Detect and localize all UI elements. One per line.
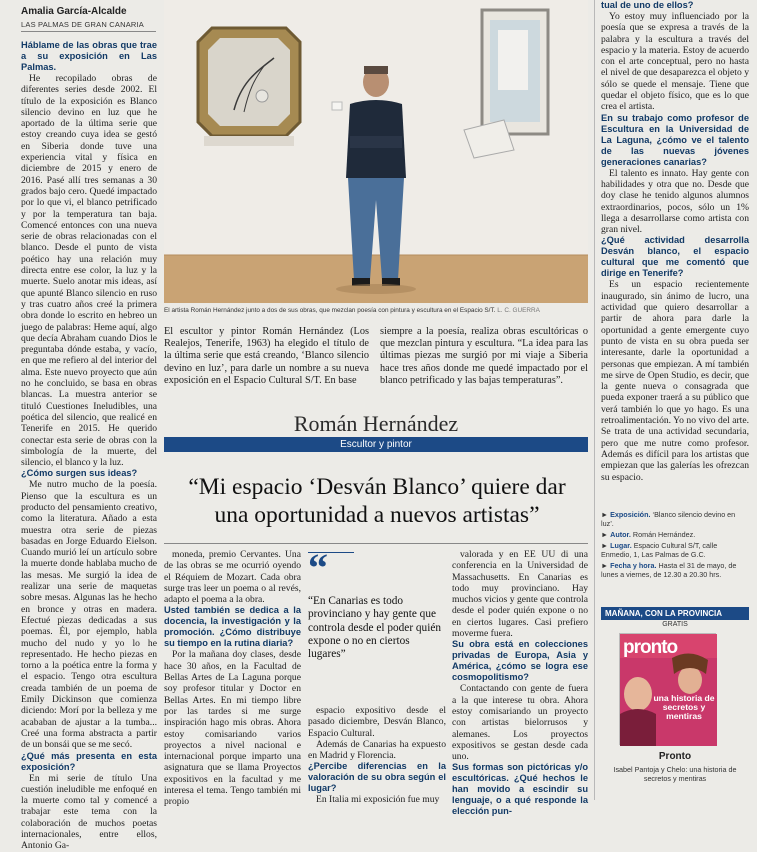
magazine-subtitle: Isabel Pantoja y Chelo: una historia de secretos y mentiras	[613, 765, 737, 783]
fact-label: Exposición.	[610, 510, 651, 519]
magazine-cover	[619, 633, 716, 745]
answer-paragraph: En Italia mi exposición fue muy	[316, 794, 440, 806]
mirror-artwork	[198, 28, 300, 146]
exhibition-facts	[601, 510, 749, 581]
answer-paragraph: Por la mañana doy clases, desde hace 30 años, en la Facultad de Bellas Artes de La Laguna porque soy profesor titular y Doctor en Bellas Artes. En mi tiempo libre por las tardes si me surge inspiración hago mis obras. Ahora estoy comisariando varios proyectos a nivel nacional e internacional porque imparto una asignatura que se llama Proyectos expositivos en la facultad y me interesa el tema. Tengo también mi propio	[164, 649, 301, 808]
question-paragraph: ¿Qué actividad desarrolla Desván blanco, el espacio cultural que me comentó que dirige en Tenerife?	[601, 235, 749, 279]
answer-paragraph: He recopilado obras de diferentes series desde 2002. El título de la exposición es Blanco silencio devino en luz que he aportado de la última serie que estoy creando cuya idea se gestó en Siberia donde tuve una experiencia vital y física en diciembre de 2015 y enero de 2016. Pasé allí tres semanas a 30 grados bajo cero. Quedé impactado por lo que vi, el blanco petrificado y por la temperatura tan baja. Comencé entonces con una nueva serie de obras relacionadas con el blanco. Desde el punto de vista poético hay una relación muy directa entre ese color, la luz y la muerte. Suelo anotar mis ideas, así que apunté Blanco silencio en ruso y tras cuatro años creé la primera obra donde lo escrito en hebreo un juego de palabras: Heme aquí, algo que decía Abraham cuando Dios le preguntaba dónde estaba, y vacío, en que me refiero al del interior del alma. Este nuevo proyecto que aún no he concluido, se basa en obras blancas. La muestra anterior se tituló Cuestiones Ineludibles, una poética del silencio, que realicé en Tenerife en 2015. He querido conectar esta serie de obras con la simbología de la muerte, del silencio, el blanco y la luz.	[21, 73, 157, 469]
column-right	[601, 0, 749, 502]
fact-value: Hasta el 31 de mayo, de lunes a viernes, de 12.30 a 20.30 hrs.	[601, 561, 737, 579]
question-paragraph: En su trabajo como profesor de Escultura en la Universidad de La Laguna, ¿cómo ve el talento de las nuevas jóvenes generaciones canarias?	[601, 112, 749, 167]
fact-item: ► Fecha y hora. Hasta el 31 de mayo, de lunes a viernes, de 12.30 a 20.30 hrs.	[601, 561, 737, 579]
fact-value: ‘Blanco silencio devino en luz’.	[601, 510, 736, 528]
column-mid-2	[308, 705, 446, 806]
caption-text: El artista Román Hernández junto a dos de sus obras, que mezclan poesía con pintura y escultura en el Espacio S/T.	[164, 307, 496, 314]
fact-label: Fecha y hora.	[610, 561, 657, 570]
pull-quote-text: “En Canarias es todo provinciano y hay gente que controla desde el poder quién expone o no en ciertos lugares”	[308, 595, 442, 661]
headline-rule	[164, 543, 588, 544]
column-left	[21, 40, 157, 852]
question-paragraph: ¿Cómo surgen sus ideas?	[21, 468, 138, 479]
answer-paragraph: En mi serie de título Una cuestión ineludible me enfoqué en la muerte como tal y comencé a trabajar este tema con la colaboración de muchos poetas internacionales, entre ellos, Antonio Ga-	[21, 772, 157, 852]
promo-header: MAÑANA, CON LA PROVINCIA	[601, 607, 749, 620]
fact-value: Espacio Cultural S/T, calle Enmedio, 1, Las Palmas de G.C.	[601, 541, 718, 559]
answer-paragraph: espacio expositivo desde el pasado diciembre, Desván Blanco, Espacio Cultural.	[308, 705, 446, 739]
magazine-headline: una historia de secretos y mentiras	[653, 693, 715, 721]
fact-item: ► Lugar. Espacio Cultural S/T, calle Enmedio, 1, Las Palmas de G.C.	[601, 541, 718, 559]
answer-paragraph: Además de Canarias ha expuesto en Madrid y Florencia.	[308, 738, 446, 762]
question-paragraph: Sus formas son pictóricas y/o escultóricas. ¿Qué hechos le han movido a escindir su lenguaje, o a qué responde la elección pun-	[452, 762, 588, 817]
photo-credit: L. C. GUERRA	[497, 307, 540, 314]
answer-paragraph: valorada y en EE UU di una conferencia en la Universidad de Massachusetts. En Canarias es todo muy provinciano. Hay muchos vicios y gente que controla desde el poder quién expone o no en ciertos lugares. Casi prefiero moverme fuera.	[452, 549, 588, 640]
magazine-title: Pronto	[658, 751, 692, 762]
answer-paragraph: moneda, premio Cervantes. Una de las obras se me ocurrió oyendo el Réquiem de Mozart. Cada obra surge tras leer un poema o al revés, adapto el poema a la obra.	[164, 549, 301, 606]
fact-item: ► Autor. Román Hernández.	[601, 530, 696, 539]
gallery-scene-illustration	[164, 0, 588, 303]
headline: “Mi espacio ‘Desván Blanco’ quiere dar una oportunidad a nuevos artistas”	[188, 474, 566, 528]
fact-label: Lugar.	[610, 541, 632, 550]
question-paragraph: Háblame de las obras que trae a su exposición en Las Palmas.	[21, 40, 157, 72]
question-paragraph: Su obra está en colecciones privadas de Europa, Asia y América, ¿cómo se logra ese cosmopolitismo?	[452, 639, 588, 683]
fact-label: Autor.	[610, 530, 631, 539]
pull-quote	[308, 545, 446, 661]
intro-left-text: El escultor y pintor Román Hernández (Los Realejos, Tenerife, 1963) ha elegido el título de la última serie que está creando, ‘Blanco silencio devino en luz’, para darle un nombre a su nueva exposición en el Espacio Cultural S/T. En base	[164, 326, 369, 386]
answer-paragraph: Yo estoy muy influenciado por la poesía que se expresa a través de la palabra y la escultura a través del espacio y la materia. Estoy de acuerdo con el arte conceptual, pero no hasta el nivel de que desaparezca el objeto y sólo se quede el mensaje. Tiene que quedar el objeto físico, que es lo que crea el artista.	[601, 11, 749, 113]
answer-paragraph: El talento es innato. Hay gente con habilidades y otra que no. Desde que doy clase he tenido algunos alumnos extraordinarios, pocos, sólo un 1% llega a desarrollarse como artista con gran nivel.	[601, 167, 749, 236]
city-dateline: LAS PALMAS DE GRAN CANARIA	[21, 20, 156, 32]
question-paragraph: tual de uno de ellos?	[601, 0, 694, 10]
answer-paragraph: Contactando con gente de fuera a la que interese tu obra. Ahora estoy comisariando un proyecto con artistas bielorrusos y alemanes. Los proyectos expositivos se gestan desde cada uno.	[452, 683, 588, 763]
quote-mark-icon: “	[308, 545, 328, 590]
column-mid-1	[164, 549, 301, 808]
magazine-logo: pronto	[623, 637, 678, 658]
fact-item: ► Exposición. ‘Blanco silencio devino en luz’.	[601, 510, 736, 528]
artist-photo	[164, 0, 588, 303]
answer-paragraph: Me nutro mucho de la poesía. Pienso que la escultura es un producto del pensamiento creativo, como la literatura. Añado a esta muestra otra serie de piezas basadas en Jorge Eduardo Eielson. Cuando murió leí un artículo sobre la muerte donde hablaba mucho de las mesas. Me surgió la idea de realizar una serie de maquetas sobre mesas. Algunas las he hecho en bronce y otras en madera. Efectué piezas dedicadas a sus poemas. Él, por ejemplo, habla mucho del nudo y yo lo he representado. He hecho piezas en torno a la poética entre la forma y el espacio. Tengo otra escultura creada también de un poema de Emily Dickinson que comienza diciendo: Morí por la belleza y me acababan de ajustar a la tumba... Creé una forma abstracta a partir de un bonsái que se me secó.	[21, 479, 157, 751]
intro-right-text: siempre a la poesía, realiza obras escultóricas o que mezclan pintura y escultura. “La idea para las últimas piezas me surgió por mi viaje a Siberia hace tres años donde me quedé impactado por el blanco petrificado y las bajas temperaturas”.	[380, 326, 588, 386]
interviewee-name: Román Hernández	[293, 411, 459, 436]
question-paragraph: Usted también se dedica a la docencia, la investigación y la promoción. ¿Cómo distribuye su tiempo en la rutina diaria?	[164, 605, 301, 649]
interviewee-role: Escultor y pintor	[164, 437, 588, 452]
intro-right	[380, 326, 588, 406]
fact-value: Román Hernández.	[632, 530, 696, 539]
column-divider	[594, 0, 595, 800]
question-paragraph: ¿Percibe diferencias en la valoración de su obra según el lugar?	[308, 761, 446, 794]
photo-caption	[164, 307, 588, 314]
promo-free-label: GRATIS	[662, 621, 688, 628]
question-paragraph: ¿Qué más presenta en esta exposición?	[21, 750, 157, 772]
author-byline: Amalia García-Alcalde	[21, 6, 127, 17]
answer-paragraph: Es un espacio recientemente inaugurado, sin ánimo de lucro, una actividad que quiero desarrollar a partir de ahora para darle la oportunidad a gente emergente cuyo punto de vista en su obra pueda ser interesante, darle la oportunidad a personas que empiezan. A mí también me sirve de Open Studio, es decir, que la gente nueva o consagrada que pueda exponer traerá a su público que verá también lo que yo hago. Es una retroalimentación. Yo no vivo del arte. Se trata de una actividad secundaria, pero que me nutre como profesor. Además es difícil para los artistas que empiezan que las galerías les ofrezcan su espacio.	[601, 279, 749, 483]
intro-left	[164, 326, 369, 406]
column-mid-3	[452, 549, 588, 817]
